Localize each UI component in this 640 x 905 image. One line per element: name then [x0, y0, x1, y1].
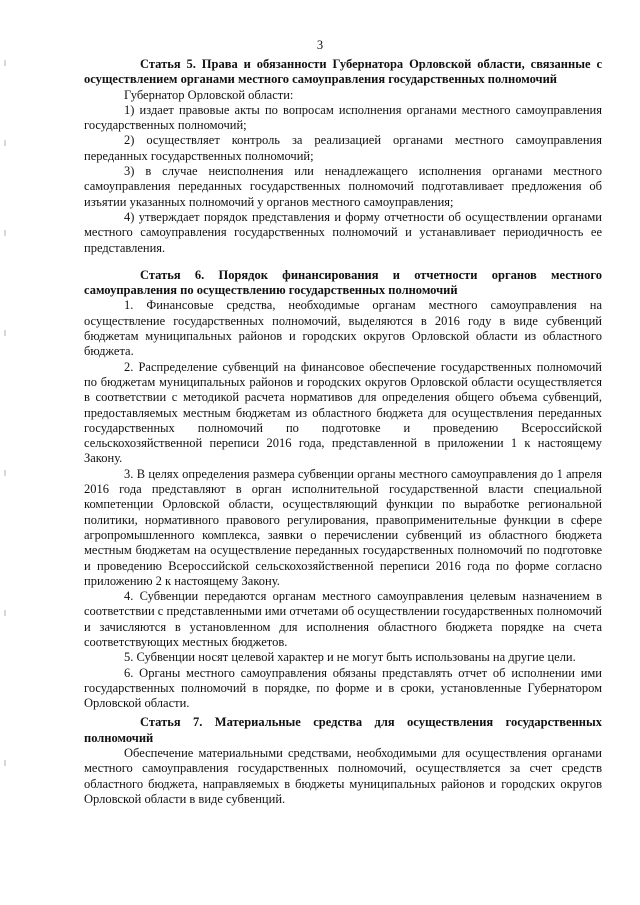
article-6-item-5: 5. Субвенции носят целевой характер и не могут быть использованы на другие цели. — [124, 650, 576, 665]
article-6-item-3: 3. В целях определения размера субвенции органы местного самоуправления до 1 апреля 2016 года представляют в орган исполнительной государственной власти специальной компетенции Орловской области, осуществляющий функции по выработке региональной политики, нормативного правового регулирования, правоприменительные функции в сфере агропромышленного комплекса, заявки о перечислении субвенций из областного бюджета местным бюджетам на осуществление переданных государственных полномочий по подготовке и проведению Всероссийской сельскохозяйственной переписи 2016 года по форме согласно приложению 2 к настоящему Закону. — [84, 466, 602, 588]
article-6-item-6: 6. Органы местного самоуправления обязаны представлять отчет об исполнении ими государственных полномочий в порядке, по форме и в сроки, установленные Губернатором Орловской области. — [84, 665, 602, 711]
document-body — [84, 57, 602, 807]
article-6-heading: Статья 6. Порядок финансирования и отчетности органов местного самоуправления по осуществлению государственных полномочий — [84, 267, 602, 298]
article-5-item-4: 4) утверждает порядок представления и форму отчетности об осуществлении органами местного самоуправления государственных полномочий и устанавливает периодичность ее представления. — [84, 209, 602, 255]
article-5-item-2: 2) осуществляет контроль за реализацией органами местного самоуправления переданных государственных полномочий; — [84, 133, 602, 163]
page-number: 3 — [316, 38, 324, 52]
article-5-intro: Губернатор Орловской области: — [124, 87, 294, 102]
article-7-text: Обеспечение материальными средствами, необходимыми для осуществления органами местного самоуправления государственных полномочий, осуществляется за счет средств областного бюджета, направляемых в бюджеты муниципальных районов и городских округов Орловской области в виде субвенций. — [84, 746, 602, 806]
article-6-item-2: 2. Распределение субвенций на финансовое обеспечение государственных полномочий по бюджетам муниципальных районов и городских округов Орловской области осуществляется в соответствии с методикой расчета нормативов для определения общего объема субвенций, предоставляемых местным бюджетам из областного бюджета для осуществления переданных государственных полномочий по подготовке и проведению Всероссийской сельскохозяйственной переписи 2016 года, представленной в приложении 1 к настоящему Закону. — [84, 359, 602, 466]
scan-edge-artifact — [4, 0, 7, 905]
article-5-heading: Статья 5. Права и обязанности Губернатора Орловской области, связанные с осуществлением органами местного самоуправления государственных полномочий — [84, 57, 602, 87]
article-5-item-1: 1) издает правовые акты по вопросам исполнения органами местного самоуправления государственных полномочий; — [84, 102, 602, 133]
article-5-item-3: 3) в случае неисполнения или ненадлежащего исполнения органами местного самоуправления переданных государственных полномочий подготавливает предложения об изъятии указанных полномочий у органов местного самоуправления; — [84, 164, 602, 209]
article-6-item-1: 1. Финансовые средства, необходимые органам местного самоуправления на осуществление государственных полномочий, выделяются в 2016 году в виде субвенций бюджетам муниципальных районов и городских округов Орловской области из областного бюджета. — [84, 298, 602, 359]
article-7-heading: Статья 7. Материальные средства для осуществления государственных полномочий — [84, 715, 602, 745]
article-6-item-4: 4. Субвенции передаются органам местного самоуправления целевым назначением в соответствии с представленными ими отчетами об осуществлении государственных полномочий и зачисляются в установленном для исполнения областного бюджета порядке на счета соответствующих местных бюджетов. — [84, 589, 602, 649]
spacer — [84, 256, 602, 268]
